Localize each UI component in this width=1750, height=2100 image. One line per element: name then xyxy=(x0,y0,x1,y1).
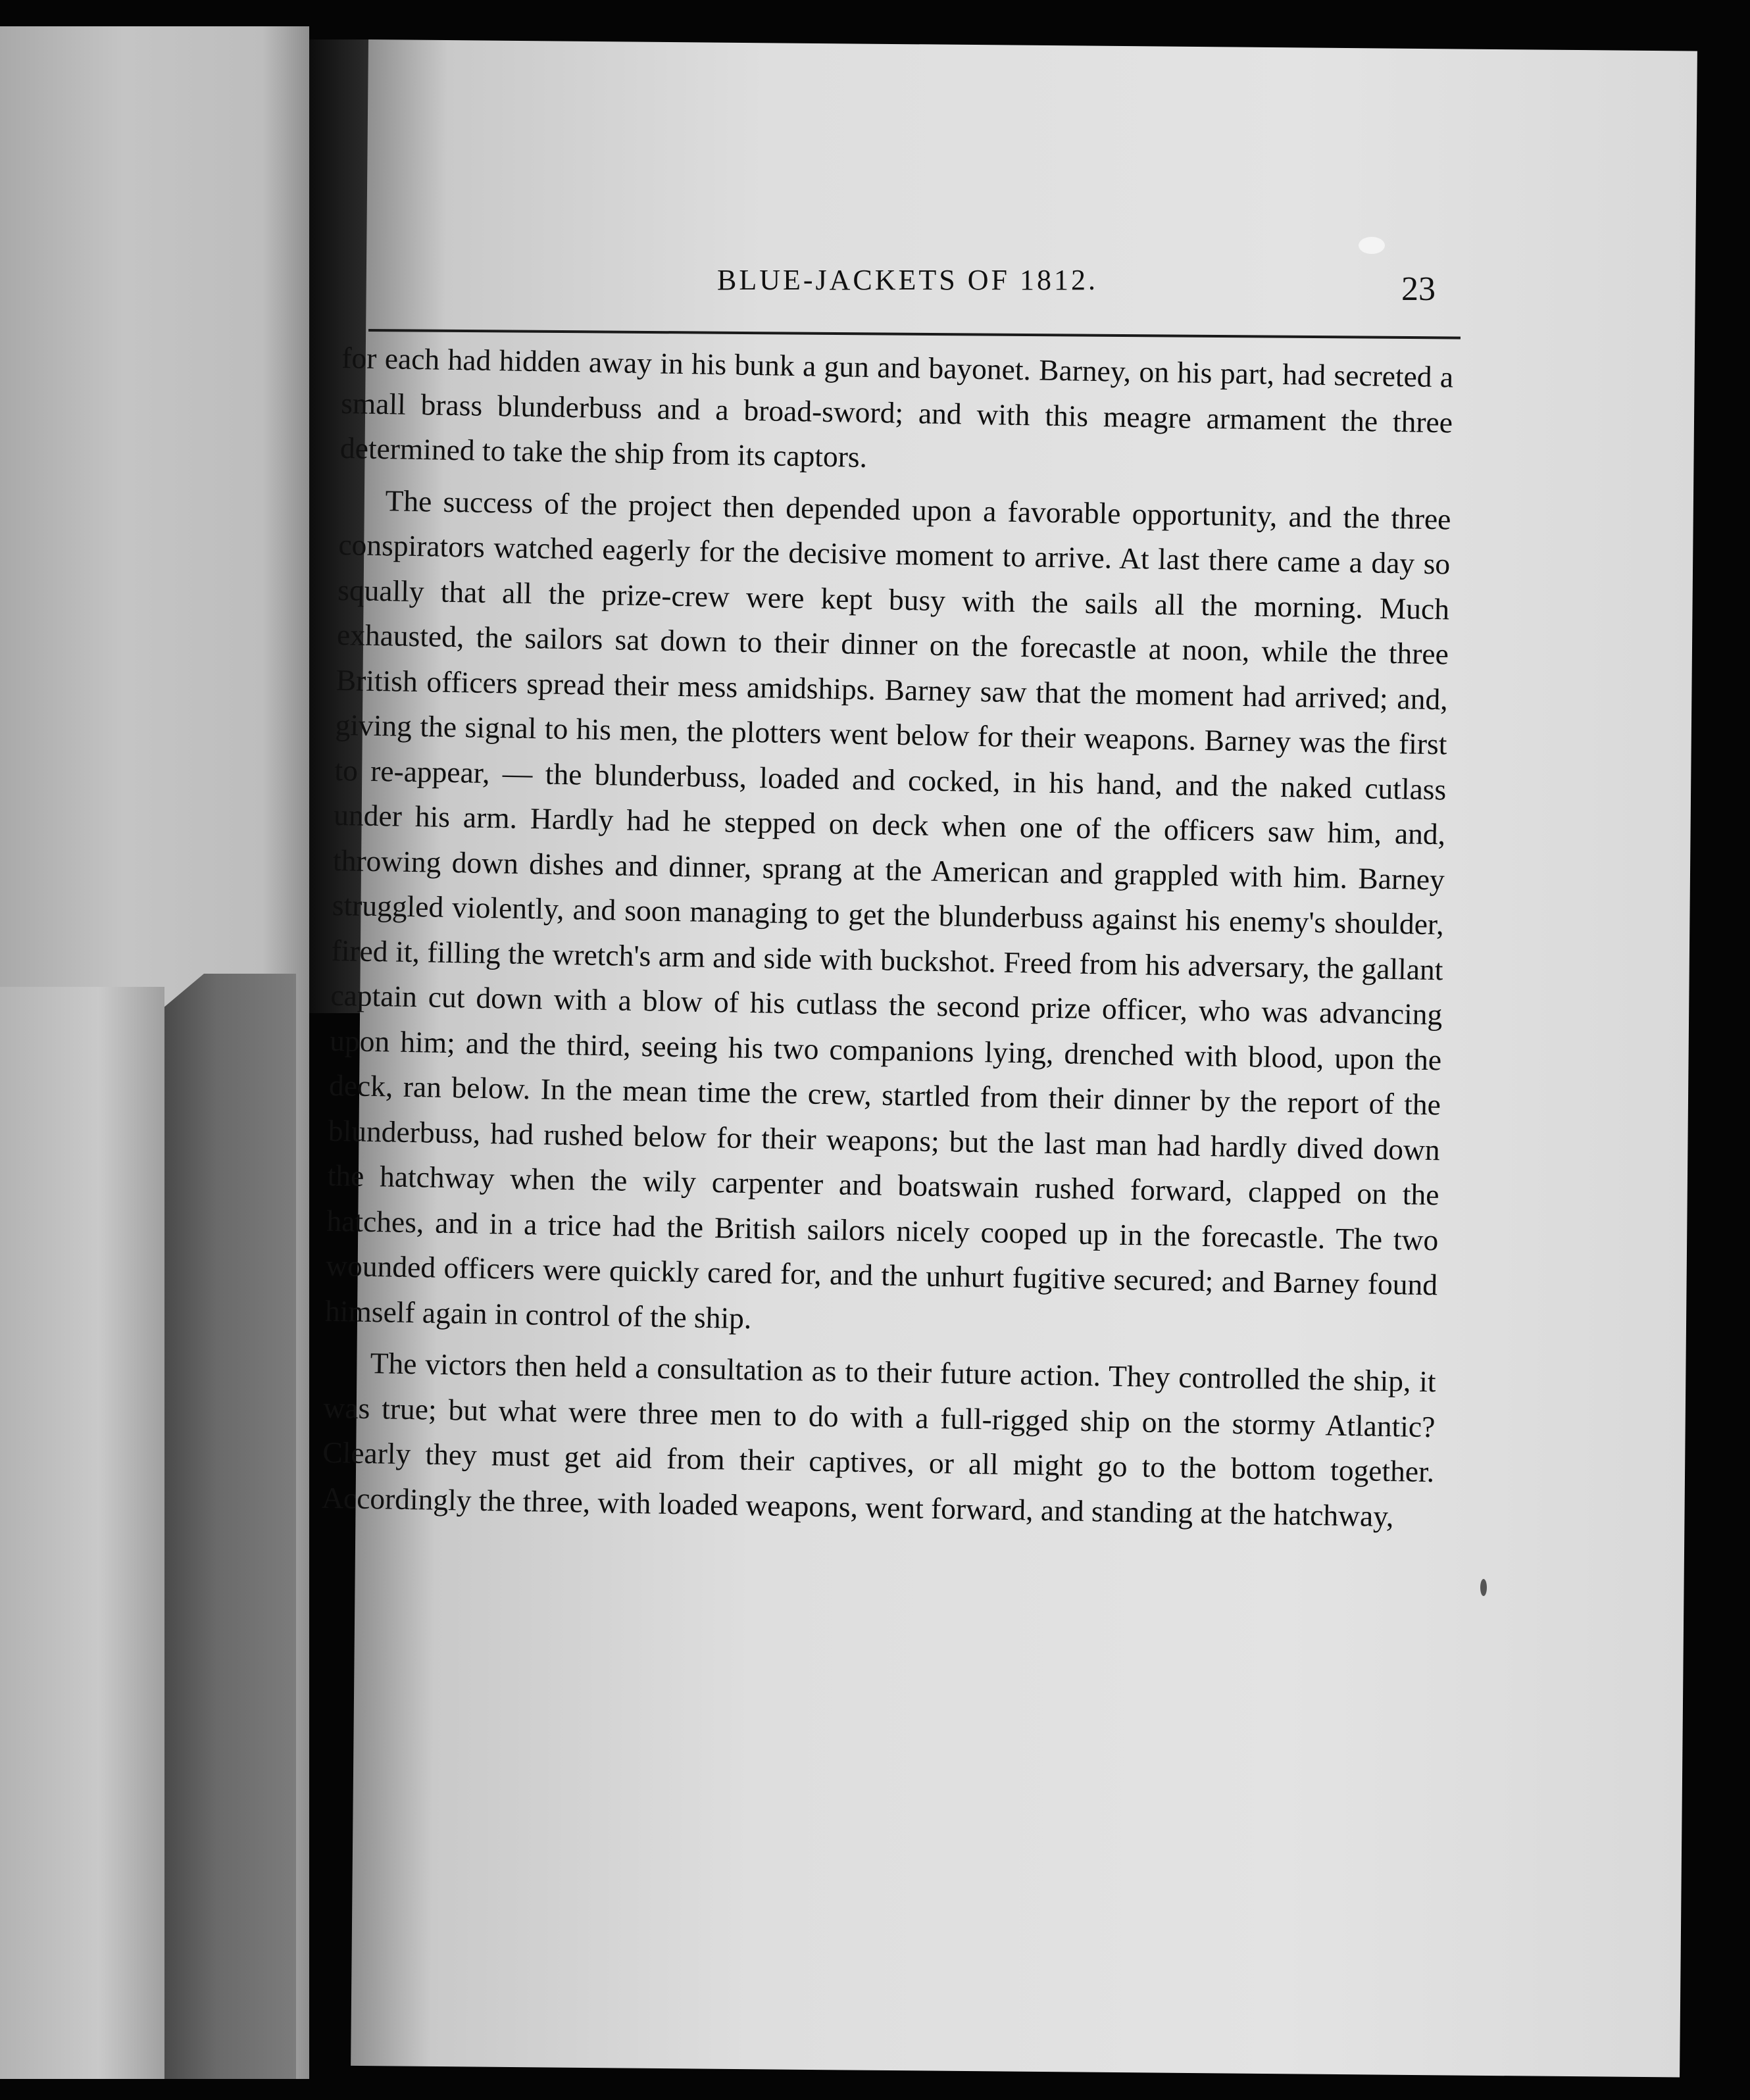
paragraph: for each had hidden away in his bunk a gun and bayonet. Barney, on his part, had secreted a small brass blunderbuss and a broad-sword; and with this meagre armament the three determined to take the ship from its captors. xyxy=(339,340,1454,474)
body-text xyxy=(322,336,1454,1539)
paragraph: The success of the project then depended upon a favorable opportunity, and the three conspirators watched eagerly for the decisive moment to arrive. At last there came a day so squally that all the prize-crew were kept busy with the sails all the morning. Much exhausted, the sailors sat down to their dinner on the forecastle at noon, while the three British officers spread their mess amidships. Barney saw that the moment had arrived; and, giving the signal to his men, the plotters went below for their weapons. Barney was the first to re-appear, — the blunderbuss, loaded and cocked, in his hand, and the naked cutlass under his arm. Hardly had he stepped on deck when one of the officers saw him, and, throwing down dishes and dinner, sprang at the American and grappled with him. Barney struggled violently, and soon managing to get the blunderbuss against his enemy's shoulder, fired it, filling the wretch's arm and side with buckshot. Freed from his adversary, the gallant captain cut down with a blow of his cutlass the second prize officer, who was advancing upon him; and the third, seeing his two companions lying, drenched with blood, upon the deck, ran below. In the mean time the crew, startled from their dinner by the report of the blunderbuss, had rushed below for their weapons; but the last man had hardly dived down the hatchway when the wily carpenter and boatswain rushed forward, clapped on the hatches, and in a trice had the British sailors nicely cooped up in the forecastle. The two wounded officers were quickly cared for, and the unhurt fugitive secured; and Barney found himself again in control of the ship. xyxy=(324,483,1451,1335)
running-head xyxy=(368,217,1487,336)
gutter-shadow xyxy=(164,974,296,2079)
scan-speck xyxy=(1480,1579,1487,1596)
running-title: BLUE-JACKETS OF 1812. xyxy=(717,264,1099,296)
facing-left-page-lower xyxy=(0,987,164,2079)
page-number: 23 xyxy=(1401,270,1436,308)
scan-speck xyxy=(1359,237,1385,254)
paragraph: The victors then held a consultation as to their future action. They controlled the ship, it was true; but what were three men to do with a full-rigged ship on the stormy Atlantic? Clearly they must get aid from their captives, or all might go to the bottom together. Accordingly the three, with loaded weapons, went forward, and standing at the hatchway, xyxy=(321,1345,1436,1533)
